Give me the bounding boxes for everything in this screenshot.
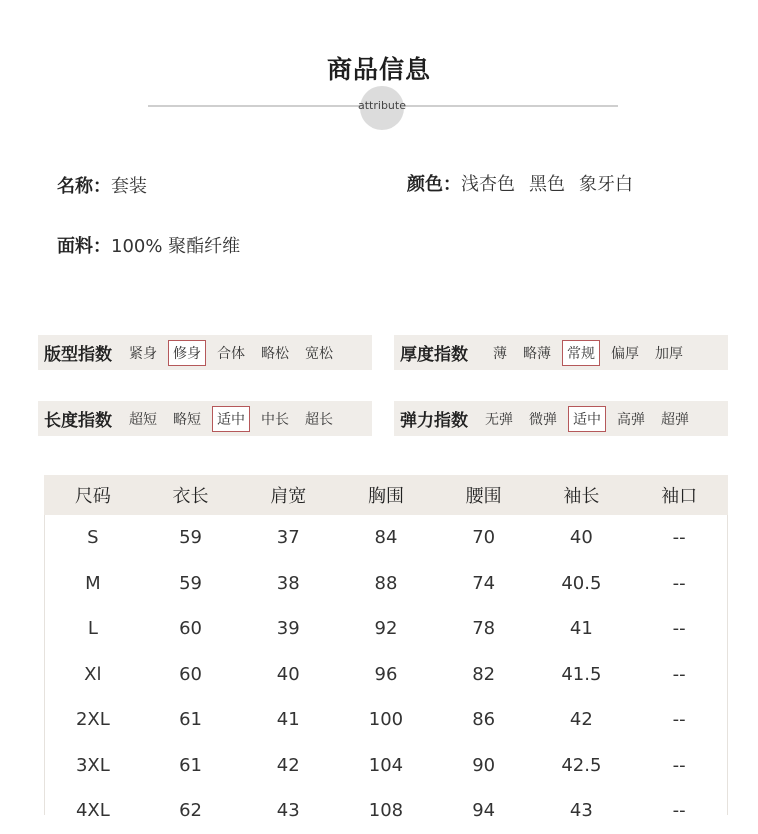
index-option: 略短 [173, 411, 201, 428]
index-title: 长度指数 [44, 411, 112, 431]
column-header: 衣长 [142, 475, 240, 515]
fabric-value: 100% 聚酯纤维 [111, 236, 241, 257]
table-cell: 92 [374, 618, 398, 640]
table-cell: 70 [472, 527, 496, 549]
table-cell: M [85, 572, 101, 594]
table-header-row [44, 475, 728, 515]
table-row [44, 561, 728, 607]
table-cell: 42.5 [561, 754, 602, 776]
table-row [44, 652, 728, 698]
table-cell: 84 [374, 527, 398, 549]
table-cell: 62 [179, 800, 202, 822]
index-option-selected: 常规 [562, 340, 600, 366]
table-cell: S [87, 527, 99, 549]
index-option: 超弹 [661, 411, 689, 428]
table-row [44, 743, 728, 789]
table-cell: 100 [368, 709, 404, 731]
table-cell: 40 [569, 527, 593, 549]
table-cell: 78 [472, 618, 496, 640]
table-cell: 60 [179, 618, 202, 640]
table-row [44, 515, 728, 561]
table-cell: -- [672, 800, 686, 822]
table-cell: 94 [472, 800, 496, 822]
table-cell: 4XL [75, 800, 110, 822]
table-row [44, 697, 728, 743]
index-option: 略松 [261, 345, 289, 362]
index-option: 偏厚 [611, 345, 639, 362]
index-option-selected: 适中 [212, 406, 250, 432]
index-length [38, 401, 372, 436]
index-option: 加厚 [655, 345, 683, 362]
info-name [57, 172, 147, 198]
table-cell: Xl [84, 663, 102, 685]
table-cell: 104 [368, 754, 404, 776]
name-label: 名称： [57, 176, 111, 197]
table-cell: -- [672, 709, 686, 731]
index-option: 高弹 [617, 411, 645, 428]
page-title: 商品信息 [326, 55, 431, 84]
table-cell: 59 [179, 572, 202, 594]
table-cell: -- [672, 527, 686, 549]
table-cell: 108 [368, 800, 404, 822]
index-option: 宽松 [305, 345, 333, 362]
table-cell: -- [672, 572, 686, 594]
table-cell: -- [672, 663, 686, 685]
name-value: 套装 [111, 176, 147, 197]
table-cell: 88 [374, 572, 398, 594]
color-option: 黑色 [529, 174, 565, 195]
index-option-selected: 修身 [168, 340, 206, 366]
color-option: 象牙白 [579, 174, 633, 195]
table-cell: 86 [472, 709, 496, 731]
column-header: 腰围 [435, 475, 533, 515]
table-cell: 40 [276, 663, 300, 685]
table-cell: 61 [179, 754, 202, 776]
table-cell: -- [672, 754, 686, 776]
table-cell: 60 [179, 663, 202, 685]
index-option: 薄 [493, 345, 507, 362]
info-fabric [57, 232, 240, 258]
table-cell: 59 [179, 527, 202, 549]
color-label: 颜色： [407, 174, 461, 195]
index-option: 略薄 [523, 345, 551, 362]
table-cell: 40.5 [561, 572, 602, 594]
index-option: 合体 [217, 345, 245, 362]
table-cell: 90 [472, 754, 496, 776]
index-fit [38, 335, 372, 370]
index-title: 弹力指数 [400, 411, 468, 431]
info-color [407, 170, 647, 196]
column-header: 袖长 [533, 475, 631, 515]
size-table [44, 475, 728, 834]
table-row [44, 788, 728, 834]
index-elasticity [394, 401, 728, 436]
column-header: 袖口 [630, 475, 728, 515]
table-cell: 43 [569, 800, 593, 822]
table-cell: 96 [374, 663, 398, 685]
table-cell: 2XL [75, 709, 110, 731]
table-cell: 82 [472, 663, 496, 685]
index-option: 紧身 [129, 345, 157, 362]
fabric-label: 面料： [57, 236, 111, 257]
index-option-selected: 适中 [568, 406, 606, 432]
table-cell: 3XL [75, 754, 110, 776]
index-thickness [394, 335, 728, 370]
table-row [44, 606, 728, 652]
index-option: 超短 [129, 411, 157, 428]
index-option: 微弹 [529, 411, 557, 428]
table-cell: 41 [569, 618, 593, 640]
table-cell: 39 [276, 618, 300, 640]
table-cell: 38 [276, 572, 300, 594]
column-header: 肩宽 [239, 475, 337, 515]
table-cell: 43 [276, 800, 300, 822]
table-cell: 37 [276, 527, 300, 549]
table-cell: -- [672, 618, 686, 640]
title-subtitle: attribute [358, 99, 406, 112]
table-cell: 42 [569, 709, 593, 731]
index-title: 版型指数 [44, 345, 112, 365]
color-option: 浅杏色 [461, 174, 515, 195]
column-header: 尺码 [44, 475, 142, 515]
table-cell: L [87, 618, 98, 640]
index-option: 无弹 [485, 411, 513, 428]
table-cell: 42 [276, 754, 300, 776]
column-header: 胸围 [337, 475, 435, 515]
table-cell: 61 [179, 709, 202, 731]
table-cell: 41.5 [561, 663, 602, 685]
index-title: 厚度指数 [400, 345, 468, 365]
table-cell: 74 [472, 572, 496, 594]
index-option: 中长 [261, 411, 289, 428]
table-cell: 41 [276, 709, 300, 731]
index-option: 超长 [305, 411, 333, 428]
